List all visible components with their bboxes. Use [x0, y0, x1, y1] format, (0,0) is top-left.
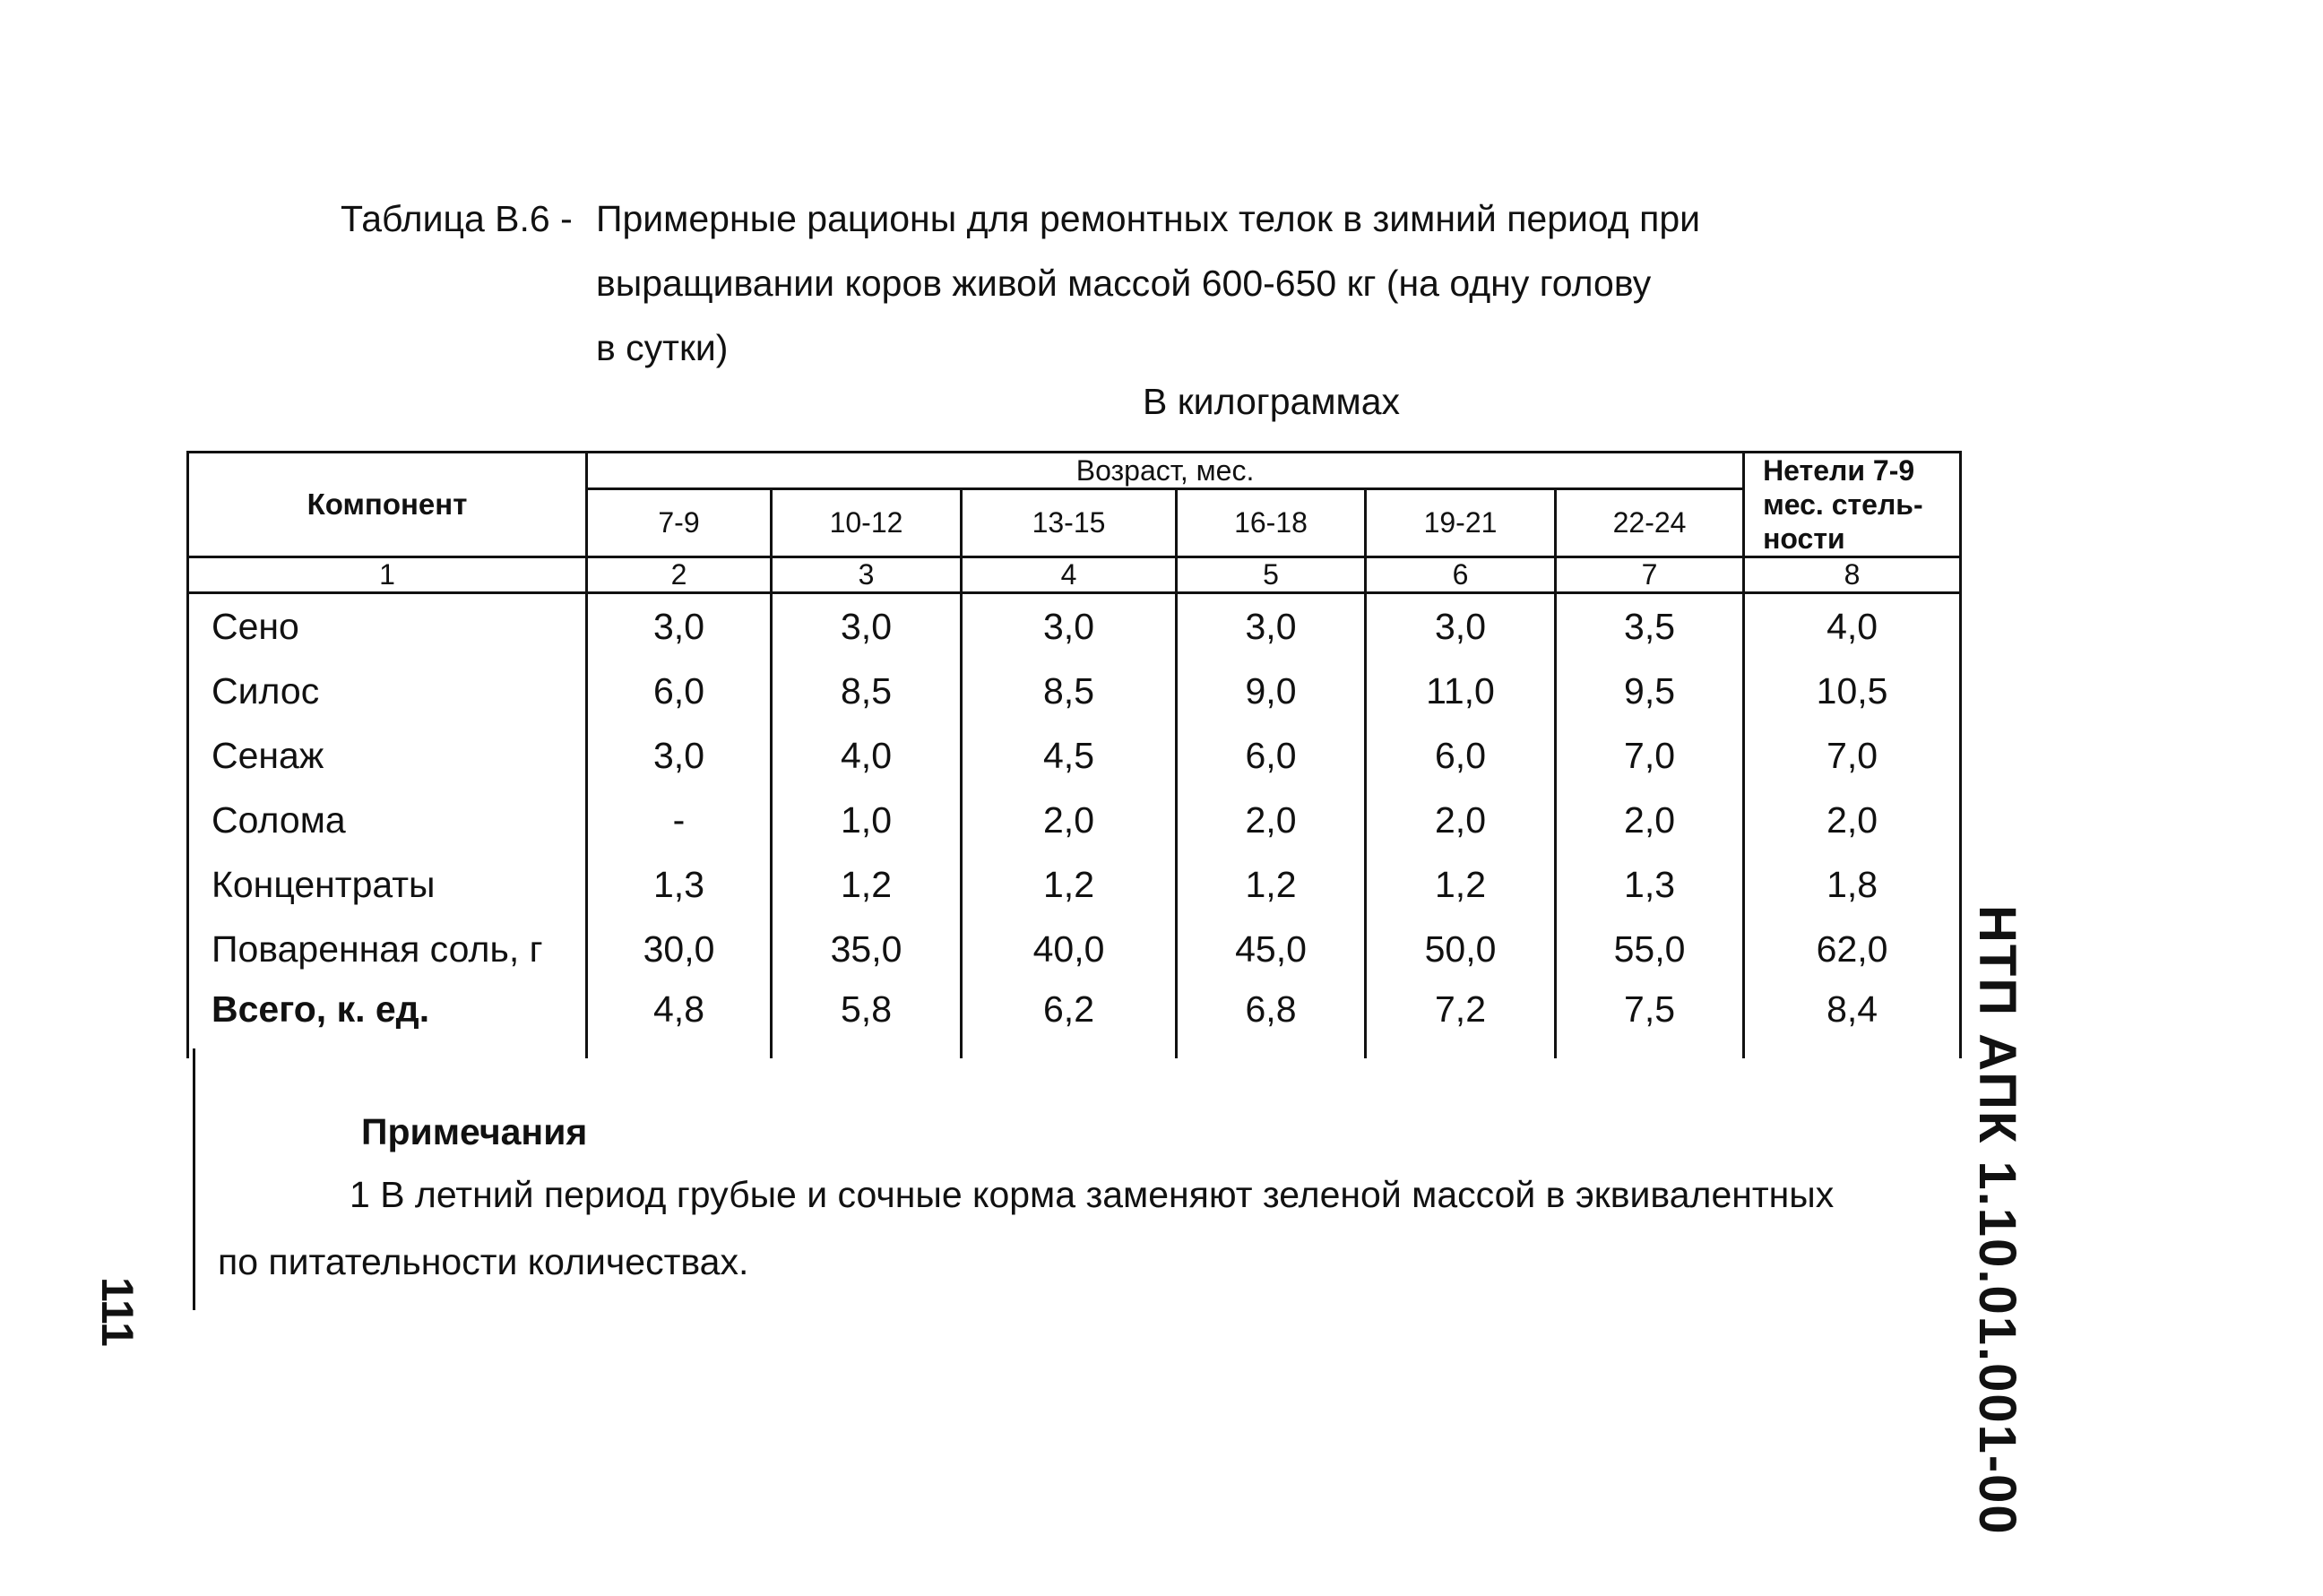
- component-name: Силос: [188, 659, 587, 723]
- table-cell: 6,0: [1366, 723, 1556, 788]
- age-group: 22-24: [1556, 489, 1744, 557]
- caption-line-1: Примерные рационы для ремонтных телок в зимний период при: [596, 198, 1701, 239]
- notes-title: Примечания: [361, 1111, 588, 1152]
- column-number: 6: [1366, 557, 1556, 593]
- table-cell: 4,5: [962, 723, 1177, 788]
- component-name: Сено: [188, 593, 587, 660]
- table-cell: 1,2: [962, 852, 1177, 917]
- component-name: Солома: [188, 788, 587, 852]
- table-cell: 3,0: [772, 593, 962, 660]
- component-name: Концентраты: [188, 852, 587, 917]
- table-row: [188, 852, 1961, 917]
- column-number: 4: [962, 557, 1177, 593]
- column-number: 3: [772, 557, 962, 593]
- table-row: [188, 981, 1961, 1058]
- table-cell: 6,0: [1177, 723, 1366, 788]
- column-number-row: [188, 557, 1961, 593]
- left-margin-rule: [193, 1048, 195, 1310]
- table-cell: 2,0: [962, 788, 1177, 852]
- table-cell: 1,8: [1744, 852, 1961, 917]
- table-cell: 50,0: [1366, 917, 1556, 981]
- document-code: НТП АПК 1.10.01.001-00: [1968, 905, 2026, 1536]
- table-cell: 8,5: [962, 659, 1177, 723]
- column-number: 8: [1744, 557, 1961, 593]
- table-cell: 2,0: [1556, 788, 1744, 852]
- units-label: В килограммах: [1143, 381, 1400, 422]
- table-row: [188, 917, 1961, 981]
- column-number: 1: [188, 557, 587, 593]
- table-cell: -: [587, 788, 772, 852]
- table-cell: 8,5: [772, 659, 962, 723]
- component-header: Компонент: [188, 453, 587, 557]
- table-cell: 8,4: [1744, 981, 1961, 1058]
- table-cell: 3,0: [587, 723, 772, 788]
- column-number: 7: [1556, 557, 1744, 593]
- table-cell: 3,0: [587, 593, 772, 660]
- table-cell: 7,0: [1744, 723, 1961, 788]
- table-cell: 2,0: [1744, 788, 1961, 852]
- caption-line-3: в сутки): [596, 327, 729, 368]
- table-caption: [341, 186, 1810, 380]
- age-group: 10-12: [772, 489, 962, 557]
- table-cell: 30,0: [587, 917, 772, 981]
- table-cell: 1,0: [772, 788, 962, 852]
- table-cell: 2,0: [1177, 788, 1366, 852]
- table-cell: 7,0: [1556, 723, 1744, 788]
- table-row: [188, 788, 1961, 852]
- table-row: [188, 723, 1961, 788]
- column-number: 2: [587, 557, 772, 593]
- table-cell: 6,2: [962, 981, 1177, 1058]
- table-cell: 45,0: [1177, 917, 1366, 981]
- column-number: 5: [1177, 557, 1366, 593]
- table-cell: 1,3: [1556, 852, 1744, 917]
- table-cell: 35,0: [772, 917, 962, 981]
- page-number: 111: [92, 1277, 142, 1347]
- note-1-line-1: 1 В летний период грубые и сочные корма заменяют зеленой массой в эквивалентных: [350, 1174, 1835, 1215]
- component-name: Всего, к. ед.: [188, 981, 587, 1058]
- table-cell: 4,8: [587, 981, 772, 1058]
- table-cell: 7,5: [1556, 981, 1744, 1058]
- table-cell: 55,0: [1556, 917, 1744, 981]
- table-cell: 3,5: [1556, 593, 1744, 660]
- table-cell: 1,2: [772, 852, 962, 917]
- table-cell: 62,0: [1744, 917, 1961, 981]
- table-cell: 4,0: [1744, 593, 1961, 660]
- table-cell: 11,0: [1366, 659, 1556, 723]
- table-cell: 3,0: [1177, 593, 1366, 660]
- table-cell: 9,5: [1556, 659, 1744, 723]
- age-header: Возраст, мес.: [587, 453, 1744, 489]
- table-cell: 40,0: [962, 917, 1177, 981]
- table-cell: 10,5: [1744, 659, 1961, 723]
- age-group: 7-9: [587, 489, 772, 557]
- table-body: [188, 593, 1961, 1059]
- table-row: [188, 659, 1961, 723]
- table-cell: 4,0: [772, 723, 962, 788]
- note-1-line-2: по питательности количествах.: [218, 1241, 749, 1282]
- table-cell: 6,0: [587, 659, 772, 723]
- table-cell: 1,2: [1366, 852, 1556, 917]
- heifer-header: Нетели 7-9 мес. стель-ности: [1744, 453, 1961, 557]
- table-cell: 3,0: [962, 593, 1177, 660]
- table-cell: 1,3: [587, 852, 772, 917]
- component-name: Поваренная соль, г: [188, 917, 587, 981]
- table-cell: 5,8: [772, 981, 962, 1058]
- age-group: 16-18: [1177, 489, 1366, 557]
- ration-table: [186, 451, 1962, 1058]
- table-row: [188, 593, 1961, 660]
- table-cell: 2,0: [1366, 788, 1556, 852]
- table-cell: 9,0: [1177, 659, 1366, 723]
- table-cell: 6,8: [1177, 981, 1366, 1058]
- table-cell: 7,2: [1366, 981, 1556, 1058]
- age-group: 13-15: [962, 489, 1177, 557]
- caption-line-2: выращивании коров живой массой 600-650 кг (на одну голову: [596, 263, 1652, 304]
- table-cell: 3,0: [1366, 593, 1556, 660]
- component-name: Сенаж: [188, 723, 587, 788]
- age-group: 19-21: [1366, 489, 1556, 557]
- table-cell: 1,2: [1177, 852, 1366, 917]
- caption-label: Таблица В.6 -: [341, 198, 573, 239]
